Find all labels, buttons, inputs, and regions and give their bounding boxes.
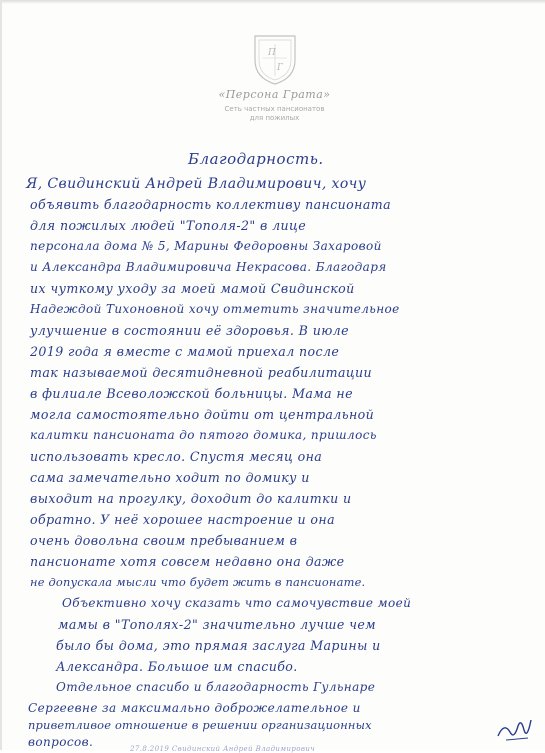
letter-line: приветливое отношение в решении организационных xyxy=(28,718,372,732)
letter-line: обратно. У неё хорошее настроение и она xyxy=(30,512,335,527)
letter-line: Надеждой Тихоновной хочу отметить значительное xyxy=(30,302,400,316)
organization-subtitle-line-2: для пожилых xyxy=(249,114,300,122)
letter-line: было бы дома, это прямая заслуга Марины и xyxy=(56,638,381,653)
letter-line: калитки пансионата до пятого домика, пришлось xyxy=(30,428,377,442)
letter-footer: 27.8.2019 Свидинский Андрей Владимирович xyxy=(130,745,316,753)
letter-line: их чуткому уходу за моей мамой Свидинской xyxy=(30,281,355,296)
organization-subtitle-line-1: Сеть частных пансионатов xyxy=(224,105,325,113)
letter-line: не допускала мысли что будет жить в пансионате. xyxy=(30,575,366,589)
letter-line: сама замечательно ходит по домику и xyxy=(30,470,310,485)
handwritten-letter xyxy=(2,0,545,750)
letter-line: для пожилых людей "Тополя-2" в лице xyxy=(30,218,307,233)
letter-line: и Александра Владимировича Некрасова. Благодаря xyxy=(30,260,387,274)
letter-line: улучшение в состоянии её здоровья. В июле xyxy=(30,323,349,338)
svg-text:П: П xyxy=(268,48,276,58)
letter-line: 2019 года я вместе с мамой приехал после xyxy=(30,344,340,359)
letter-line: мамы в "Тополях-2" значительно лучше чем xyxy=(58,617,377,632)
letter-line: Я, Свидинский Андрей Владимирович, хочу xyxy=(26,176,367,192)
letter-line: Сергеевне за максимально доброжелательное и xyxy=(28,701,361,715)
letter-line: вопросов. xyxy=(28,735,94,749)
letter-line: использовать кресло. Спустя месяц она xyxy=(30,449,323,464)
organization-name: «Персона Грата» xyxy=(218,88,331,101)
letter-line: персонала дома № 5, Марины Федоровны Захаровой xyxy=(30,239,382,253)
letter-line: так называемой десятидневной реабилитации xyxy=(30,365,373,380)
letter-title: Благодарность. xyxy=(188,150,324,168)
letter-line: объявить благодарность коллективу пансионата xyxy=(30,197,392,212)
letter-line: в филиале Всеволожской больницы. Мама не xyxy=(30,386,353,401)
letter-line: Объективно хочу сказать что самочувствие моей xyxy=(62,596,412,610)
letter-line: могла самостоятельно дойти от центральной xyxy=(30,407,375,422)
letter-line: пансионате хотя совсем недавно она даже xyxy=(30,554,345,569)
svg-text:Г: Г xyxy=(277,63,283,73)
letter-line: Отдельное спасибо и благодарность Гульнаре xyxy=(56,680,376,694)
letter-line: выходит на прогулку, доходит до калитки и xyxy=(30,491,352,506)
letter-line: Александра. Большое им спасибо. xyxy=(56,659,298,674)
letter-line: очень довольна своим пребыванием в xyxy=(30,533,298,548)
